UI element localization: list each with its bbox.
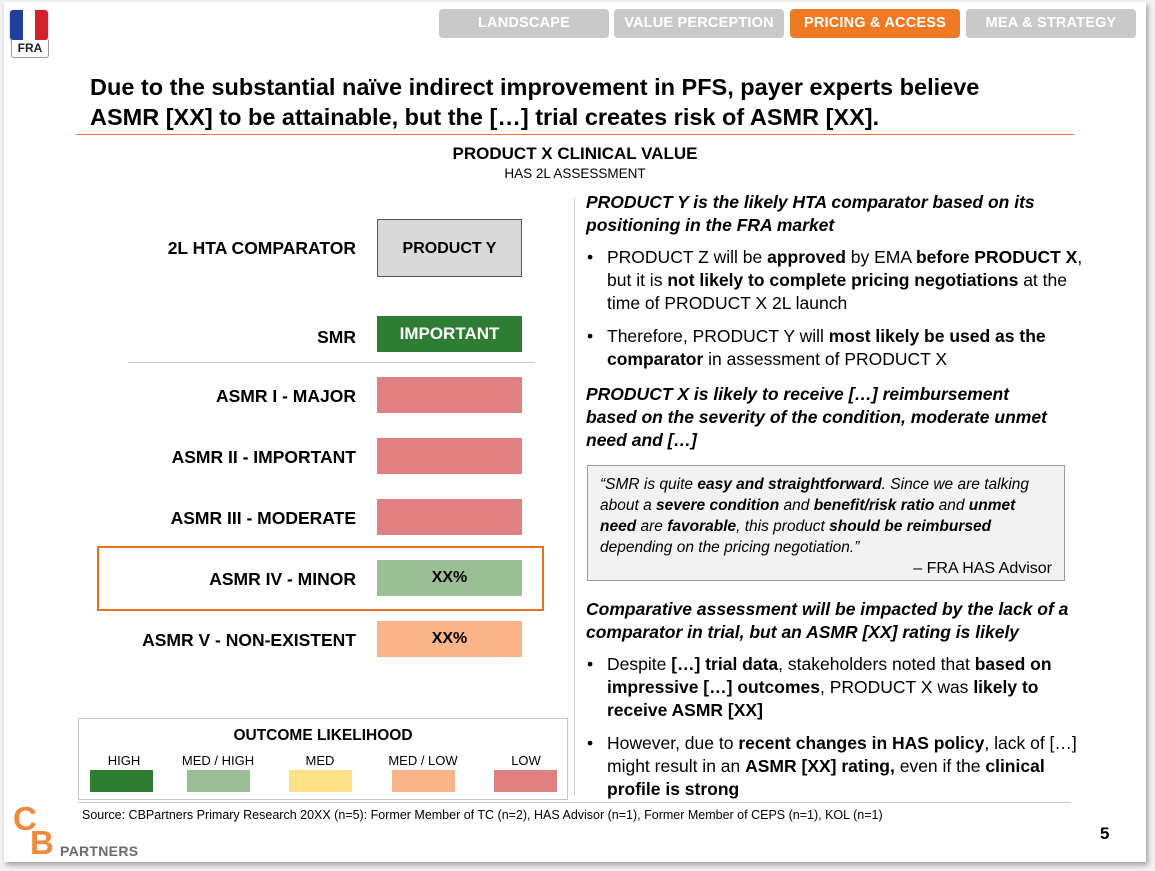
column-divider [574,198,575,796]
smr-rating-box: IMPORTANT [377,316,522,352]
row-label-asmr-1: ASMR I - MAJOR [216,386,356,406]
logo-text: PARTNERS [60,843,139,859]
outcome-likelihood-legend [78,718,568,800]
legend-swatch-med-low [392,770,455,792]
legend-label-med-low: MED / LOW [388,753,458,768]
legend-swatch-low [494,770,557,792]
legend-label-med-high: MED / HIGH [181,753,255,768]
heading-reimbursement: PRODUCT X is likely to receive […] reimbursement based on the severity of the condition, moderate unmet need and […] [586,384,1047,450]
tab-value-perception[interactable]: VALUE PERCEPTION [614,9,784,38]
heading-comparator: PRODUCT Y is the likely HTA comparator based on its positioning in the FRA market [586,192,1035,235]
row-label-comparator: 2L HTA COMPARATOR [167,238,356,258]
bullet-marker: • [587,326,594,346]
title-line-2: ASMR [XX] to be attainable, but the […] trial creates risk of ASMR [XX]. [90,104,880,130]
country-code-label: FRA [11,40,49,58]
logo-c-glyph: C [13,800,37,837]
legend-swatch-high [90,770,153,792]
legend-swatch-med-high [187,770,250,792]
slide [4,2,1146,862]
heading-comparative-assessment: Comparative assessment will be impacted by the lack of a comparator in trial, but an ASMR [XX] rating is likely [586,599,1069,642]
legend-label-med: MED [305,753,335,768]
smr-divider [128,362,535,363]
tab-landscape[interactable]: LANDSCAPE [439,9,609,38]
expert-quote-box: “SMR is quite easy and straightforward. Since we are talking about a severe condition and benefit/risk ratio and unmet need are favorable, this product should be reimbursed depending on the pricing negotiation.” – FRA HAS Advisor [587,465,1065,581]
legend-title: OUTCOME LIKELIHOOD [233,727,413,744]
bullet-trial-data: • Despite […] trial data, stakeholders noted that based on impressive […] outcomes, PRODUCT X was likely to receive ASMR [XX] [587,654,1052,720]
bullet-marker: • [587,654,594,674]
bullet-marker: • [587,733,594,753]
bullet-product-z: • PRODUCT Z will be approved by EMA before PRODUCT X, but it is not likely to complete pricing negotiations at the time of PRODUCT X 2L launch [587,247,1083,313]
section-title: PRODUCT X CLINICAL VALUE [452,144,698,163]
bullet-comparator: • Therefore, PRODUCT Y will most likely be used as the comparator in assessment of PRODUCT X [587,326,1046,369]
row-label-smr: SMR [317,327,356,347]
asmr-2-box [377,438,522,474]
title-line-1: Due to the substantial naïve indirect improvement in PFS, payer experts believe [90,74,980,100]
source-divider [78,802,1071,803]
legend-label-low: LOW [511,753,541,768]
france-flag-icon [10,10,48,60]
logo-b-glyph: B [30,824,54,861]
section-subtitle: HAS 2L ASSESSMENT [504,166,646,181]
source-note: Source: CBPartners Primary Research 20XX (n=5): Former Member of TC (n=2), HAS Advisor (n=1), Former Member of CEPS (n=1), KOL (n=1) [82,808,883,822]
slide-title [90,72,1090,132]
tab-pricing-access[interactable]: PRICING & ACCESS [790,9,960,38]
row-label-asmr-5: ASMR V - NON-EXISTENT [142,630,356,650]
asmr-1-box [377,377,522,413]
row-label-asmr-4: ASMR IV - MINOR [209,569,356,589]
asmr-4-box: XX% [377,560,522,596]
legend-label-high: HIGH [107,753,141,768]
quote-attribution: – FRA HAS Advisor [913,560,1052,577]
row-label-asmr-3: ASMR III - MODERATE [170,508,356,528]
row-label-asmr-2: ASMR II - IMPORTANT [171,447,356,467]
asmr-5-box: XX% [377,621,522,657]
asmr-3-box [377,499,522,535]
title-divider [76,134,1074,135]
page-number: 5 [1100,824,1110,843]
legend-swatch-med [289,770,352,792]
tab-mea-strategy[interactable]: MEA & STRATEGY [966,9,1136,38]
bullet-marker: • [587,247,594,267]
bullet-has-policy: • However, due to recent changes in HAS policy, lack of […] might result in an ASMR [XX] rating, even if the clinical profile is strong [587,733,1077,799]
comparator-box: PRODUCT Y [377,219,522,277]
